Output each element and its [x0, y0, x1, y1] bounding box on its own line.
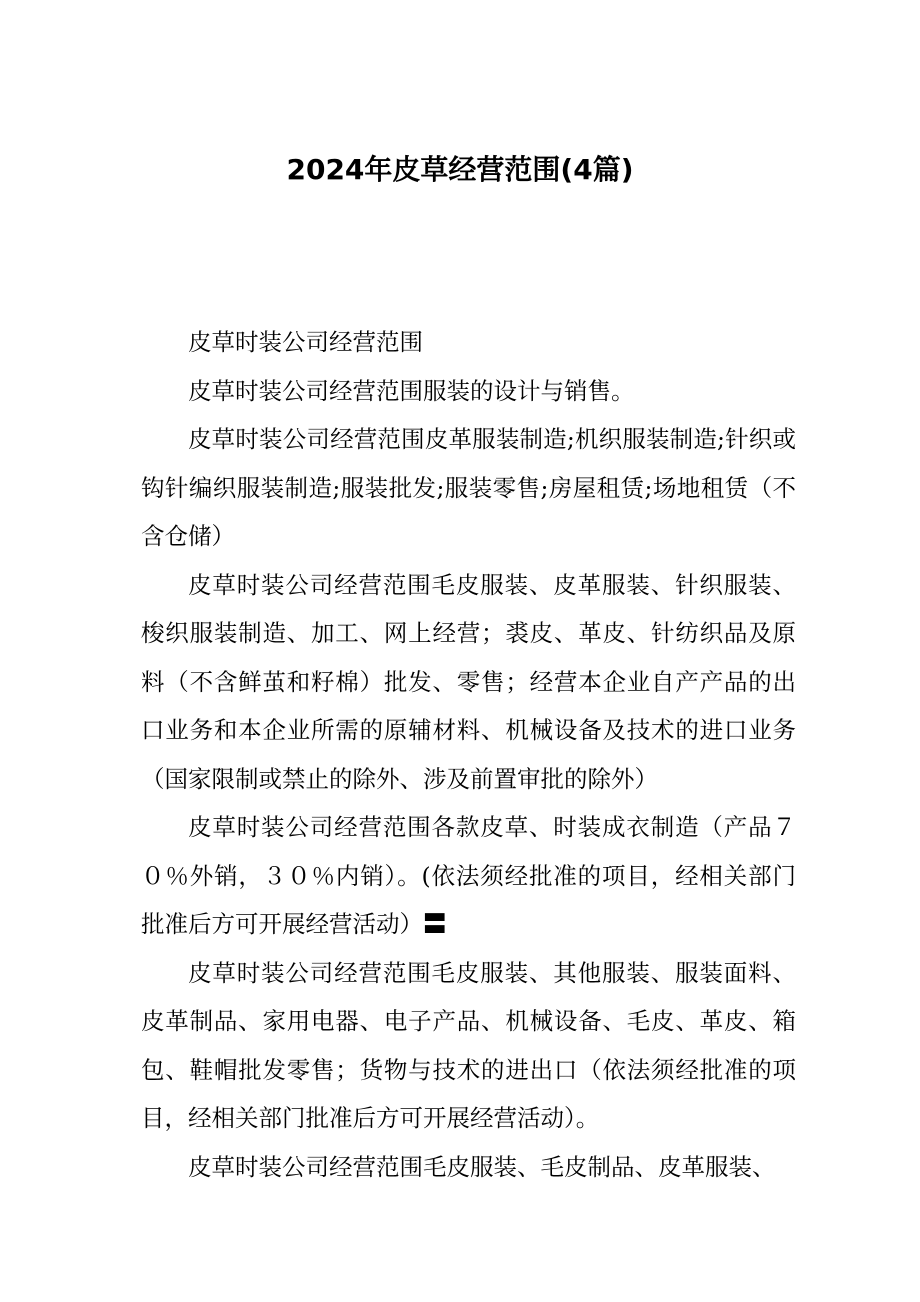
- document-title: 2024年皮草经营范围(4篇): [286, 153, 634, 186]
- paragraph-1: 皮草时装公司经营范围服装的设计与销售。: [188, 376, 635, 405]
- paragraph-heading: 皮草时装公司经营范围: [188, 328, 423, 356]
- paragraph-5: 皮草时装公司经营范围毛皮服装、其他服装、服装面料、皮革制品、家用电器、电子产品、机械设备、毛皮、革皮、箱包、鞋帽批发零售；货物与技术的进出口（依法须经批准的项目，经相关部门批准后方可开展经营活动）。: [141, 958, 796, 1132]
- end-mark: 〓: [423, 910, 447, 938]
- document-body: [141, 318, 796, 1191]
- paragraph-4: [141, 803, 796, 949]
- paragraph-2: 皮草时装公司经营范围皮革服装制造;机织服装制造;针织或钩针编织服装制造;服装批发;服装零售;房屋租赁;场地租赁（不含仓储）: [141, 425, 796, 550]
- paragraph-4-text: 皮草时装公司经营范围各款皮草、时装成衣制造（产品７０％外销，３０％内销）。(依法须经批准的项目，经相关部门批准后方可开展经营活动）: [141, 813, 796, 938]
- paragraph-3: 皮草时装公司经营范围毛皮服装、皮革服装、针织服装、梭织服装制造、加工、网上经营；裘皮、革皮、针纺织品及原料（不含鲜茧和籽棉）批发、零售；经营本企业自产产品的出口业务和本企业所需的原辅材料、机械设备及技术的进口业务（国家限制或禁止的除外、涉及前置审批的除外）: [141, 570, 796, 793]
- paragraph-6: 皮草时装公司经营范围毛皮服装、毛皮制品、皮革服装、: [188, 1152, 776, 1181]
